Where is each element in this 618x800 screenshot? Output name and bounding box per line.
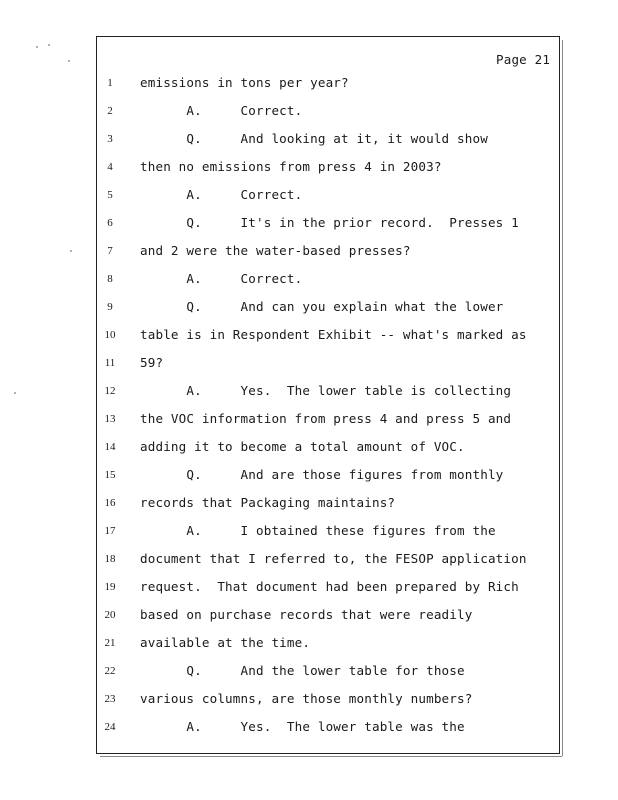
transcript-line [0, 467, 560, 487]
transcript-line [0, 439, 560, 459]
transcript-line [0, 663, 560, 683]
scan-speck [70, 250, 72, 252]
transcript-line [0, 691, 560, 711]
line-text: 59? [140, 355, 164, 370]
transcript-line [0, 159, 560, 179]
transcript-line [0, 551, 560, 571]
line-number: 12 [104, 385, 116, 397]
line-number: 21 [104, 637, 116, 649]
line-number: 20 [104, 609, 116, 621]
line-number: 5 [107, 189, 113, 201]
transcript-line [0, 243, 560, 263]
line-text: various columns, are those monthly numbers? [140, 691, 473, 706]
transcript-line [0, 215, 560, 235]
line-text: request. That document had been prepared by Rich [140, 579, 519, 594]
page-edge-bottom [100, 756, 562, 757]
line-text: A. Correct. [140, 103, 303, 118]
transcript-line [0, 271, 560, 291]
transcript-line [0, 187, 560, 207]
transcript-line [0, 719, 560, 739]
line-text: A. I obtained these figures from the [140, 523, 496, 538]
transcript-line [0, 383, 560, 403]
line-text: Q. And can you explain what the lower [140, 299, 504, 314]
page-number: Page 21 [496, 52, 551, 67]
line-text: Q. And looking at it, it would show [140, 131, 488, 146]
line-number: 19 [104, 581, 116, 593]
line-number: 16 [104, 497, 116, 509]
line-text: A. Yes. The lower table is collecting [140, 383, 512, 398]
transcript-line [0, 299, 560, 319]
line-text: the VOC information from press 4 and press 5 and [140, 411, 512, 426]
line-number: 3 [107, 133, 113, 145]
transcript-line [0, 495, 560, 515]
line-number: 14 [104, 441, 116, 453]
transcript-line [0, 355, 560, 375]
line-number: 24 [104, 721, 116, 733]
page-edge-right [562, 40, 563, 756]
line-text: adding it to become a total amount of VOC. [140, 439, 465, 454]
transcript-line [0, 103, 560, 123]
line-text: available at the time. [140, 635, 311, 650]
line-number: 18 [104, 553, 116, 565]
line-number: 4 [107, 161, 113, 173]
line-text: Q. It's in the prior record. Presses 1 [140, 215, 519, 230]
line-number: 2 [107, 105, 113, 117]
line-number: 9 [107, 301, 113, 313]
transcript-line [0, 131, 560, 151]
line-number: 23 [104, 693, 116, 705]
line-number: 10 [104, 329, 116, 341]
line-text: Q. And are those figures from monthly [140, 467, 504, 482]
transcript-line [0, 75, 560, 95]
transcript-line [0, 579, 560, 599]
line-number: 1 [107, 77, 113, 89]
transcript-line [0, 327, 560, 347]
line-text: Q. And the lower table for those [140, 663, 465, 678]
transcript-line [0, 411, 560, 431]
scan-speck [36, 46, 38, 48]
transcript-line [0, 607, 560, 627]
line-text: based on purchase records that were readily [140, 607, 473, 622]
transcript-line [0, 635, 560, 655]
line-text: and 2 were the water-based presses? [140, 243, 411, 258]
line-number: 22 [104, 665, 116, 677]
line-number: 7 [107, 245, 113, 257]
scan-speck [68, 60, 70, 62]
line-number: 13 [104, 413, 116, 425]
line-text: records that Packaging maintains? [140, 495, 396, 510]
line-text: table is in Respondent Exhibit -- what's marked as [140, 327, 527, 342]
scan-speck [48, 44, 50, 46]
line-number: 8 [107, 273, 113, 285]
line-number: 6 [107, 217, 113, 229]
scan-speck [14, 392, 16, 394]
line-text: A. Correct. [140, 271, 303, 286]
line-number: 11 [104, 357, 116, 369]
line-text: document that I referred to, the FESOP application [140, 551, 527, 566]
line-text: then no emissions from press 4 in 2003? [140, 159, 442, 174]
line-number: 17 [104, 525, 116, 537]
line-number: 15 [104, 469, 116, 481]
transcript-line [0, 523, 560, 543]
line-text: A. Correct. [140, 187, 303, 202]
line-text: emissions in tons per year? [140, 75, 349, 90]
line-text: A. Yes. The lower table was the [140, 719, 465, 734]
